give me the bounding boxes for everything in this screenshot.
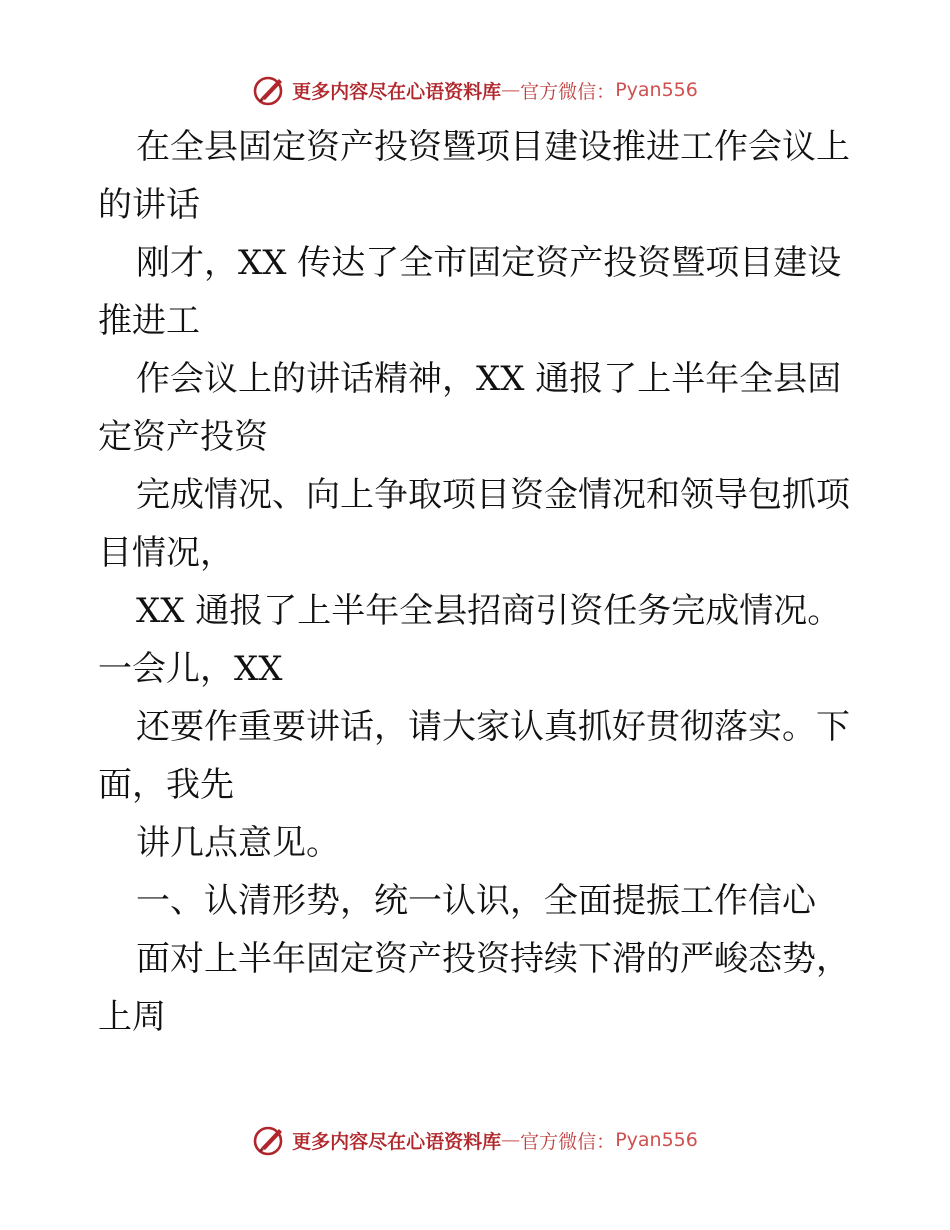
section-heading: 一、认清形势，统一认识，全面提振工作信心 (136, 881, 816, 921)
header-watermark (0, 70, 950, 110)
watermark-separator: — (501, 1129, 521, 1151)
document-body (98, 118, 858, 1046)
paragraph: 作会议上的讲话精神，XX 通报了上半年全县固定资产投资 (98, 359, 842, 457)
watermark-wechat-id: Pyan556 (615, 1129, 698, 1151)
watermark-brand: 更多内容尽在心语资料库 (292, 1130, 502, 1153)
watermark-separator: — (501, 79, 521, 101)
paragraph: 面对上半年固定资产投资持续下滑的严峻态势，上周 (98, 939, 850, 1037)
watermark-brand: 更多内容尽在心语资料库 (292, 80, 502, 103)
paragraph: 讲几点意见。 (136, 823, 340, 863)
paragraph: 还要作重要讲话，请大家认真抓好贯彻落实。下面，我先 (98, 707, 850, 805)
watermark-official-label: 官方微信： (520, 80, 616, 103)
watermark-wechat-id: Pyan556 (615, 79, 698, 101)
footer-watermark (0, 1120, 950, 1160)
paragraph: XX 通报了上半年全县招商引资任务完成情况。一会儿，XX (98, 591, 842, 689)
paragraph: 刚才，XX 传达了全市固定资产投资暨项目建设推进工 (98, 243, 842, 341)
quill-pen-circle-icon (252, 73, 286, 107)
paragraph: 完成情况、向上争取项目资金情况和领导包抓项目情况， (98, 475, 850, 573)
paragraph-title: 在全县固定资产投资暨项目建设推进工作会议上的讲话 (98, 127, 850, 225)
watermark-official-label: 官方微信： (520, 1130, 616, 1153)
quill-pen-circle-icon (252, 1123, 286, 1157)
